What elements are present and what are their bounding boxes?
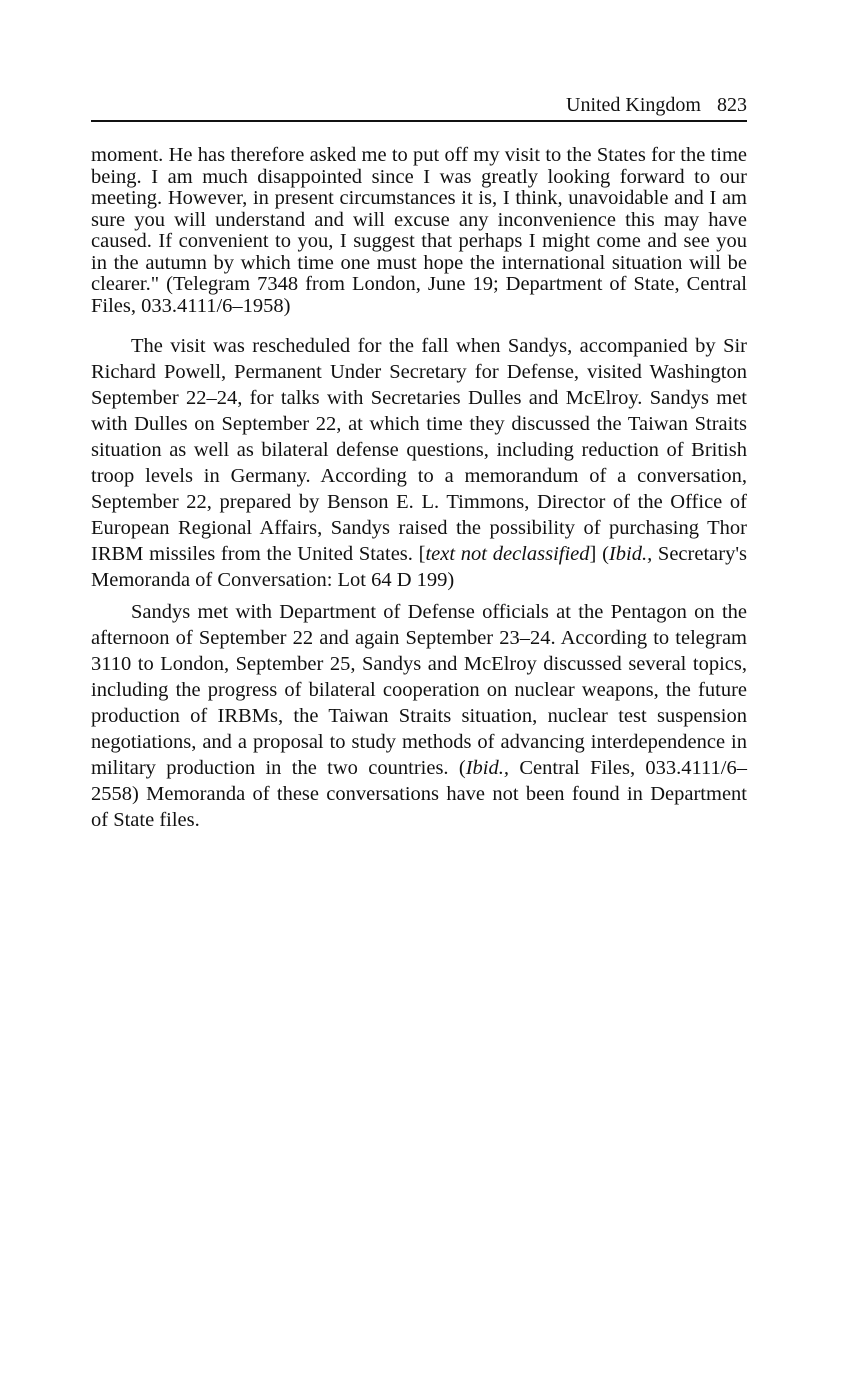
italic-note: text not declassified xyxy=(425,543,590,565)
paragraph-text: ] ( xyxy=(589,543,609,565)
paragraph-text: moment. He has therefore asked me to put off my visit to the States for the time being. I am much disappointed since I was greatly looking forward to our meeting. However, in present circumstances it is, I think, unavoidable and I am sure you will understand and will excuse any inconvenience this may have caused. If convenient to you, I suggest that perhaps I might come and see you in the autumn by which time one must hope the international situation will be clearer." (Telegram 7348 from London, June 19; Department of State, Central Files, 033.4111/6–1958) xyxy=(91,144,747,317)
paragraph-text: The visit was rescheduled for the fall when Sandys, accompanied by Sir Richard Powell, Permanent Under Secretary for Defense, visited Washington September 22–24, for talks with Secretaries Dulles and McElroy. Sandys met with Dulles on September 22, at which time they discussed the Taiwan Straits situation as well as bilateral defense questions, including reduction of British troop levels in Germany. According to a memorandum of a conversation, September 22, prepared by Benson E. L. Timmons, Director of the Office of European Regional Affairs, Sandys raised the possibility of purchasing Thor IRBM missiles from the United States. [ xyxy=(91,335,747,565)
italic-citation: Ibid., xyxy=(465,757,510,779)
running-title: United Kingdom xyxy=(566,94,701,116)
page-number: 823 xyxy=(717,94,747,116)
paragraph-text: Central Files, 033.4111/6–2558) Memoranda of these conversations have not been found in Department of State files. xyxy=(91,757,747,831)
body-text xyxy=(91,145,747,839)
running-header xyxy=(91,90,747,122)
pentagon-meeting-paragraph xyxy=(91,599,747,833)
paragraph-text: Secretary's Memoranda of Conversation: Lot 64 D 199) xyxy=(91,543,748,591)
quoted-telegram-paragraph xyxy=(91,145,747,317)
paragraph-text: Sandys met with Department of Defense officials at the Pentagon on the afternoon of September 22 and again September 23–24. According to telegram 3110 to London, September 25, Sandys and McElroy discussed several topics, including the progress of bilateral cooperation on nuclear weapons, the future production of IRBMs, the Taiwan Straits situation, nuclear test suspension negotiations, and a proposal to study methods of advancing interdependence in military production in the two countries. ( xyxy=(91,601,747,779)
italic-citation: Ibid., xyxy=(608,543,653,565)
visit-rescheduled-paragraph xyxy=(91,333,747,593)
